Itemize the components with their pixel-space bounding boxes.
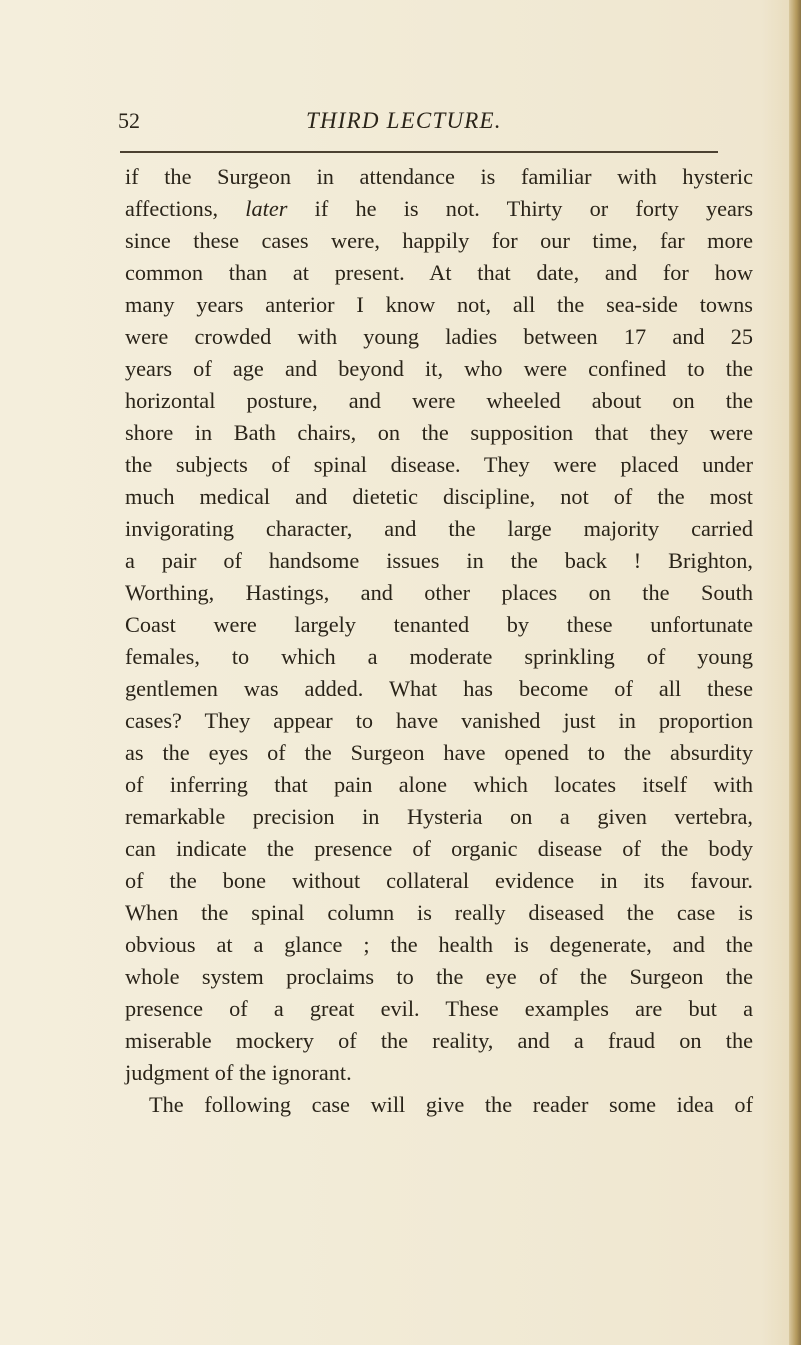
text-line: gentlemen was added. What has become of all these <box>125 676 753 701</box>
text-line: invigorating character, and the large majority carried <box>125 516 753 541</box>
header-rule <box>120 151 718 153</box>
text-line: many years anterior I know not, all the sea-side towns <box>125 292 753 317</box>
text-line: of the bone without collateral evidence in its favour. <box>125 868 753 893</box>
italic-emphasis: later <box>245 196 288 221</box>
text-line: judgment of the ignorant. <box>125 1060 352 1085</box>
text-line: When the spinal column is really diseased the case is <box>125 900 753 925</box>
text-line: cases? They appear to have vanished just in proportion <box>125 708 753 733</box>
text-line: common than at present. At that date, and for how <box>125 260 753 285</box>
text-line: horizontal posture, and were wheeled about on the <box>125 388 753 413</box>
text-line: as the eyes of the Surgeon have opened to the absurdity <box>125 740 753 765</box>
text-line: since these cases were, happily for our time, far more <box>125 228 753 253</box>
text-line: were crowded with young ladies between 17 and 25 <box>125 324 753 349</box>
text-line: Worthing, Hastings, and other places on the South <box>125 580 753 605</box>
text-line: the subjects of spinal disease. They were placed under <box>125 452 753 477</box>
text-line: years of age and beyond it, who were confined to the <box>125 356 753 381</box>
text-line: Coast were largely tenanted by these unfortunate <box>125 612 753 637</box>
text-line: a pair of handsome issues in the back ! Brighton, <box>125 548 753 573</box>
text-line: can indicate the presence of organic disease of the body <box>125 836 753 861</box>
text-line: The following case will give the reader some idea of <box>149 1092 753 1117</box>
text-line: obvious at a glance ; the health is degenerate, and the <box>125 932 753 957</box>
page-number: 52 <box>118 108 140 133</box>
page-edge <box>789 0 801 1345</box>
text-line: if the Surgeon in attendance is familiar with hysteric <box>125 164 753 189</box>
text-line: miserable mockery of the reality, and a fraud on the <box>125 1028 753 1053</box>
page-header <box>118 108 718 144</box>
text-line: females, to which a moderate sprinkling of young <box>125 644 753 669</box>
text-line: affections, later if he is not. Thirty or forty years <box>125 196 754 221</box>
text-line: of inferring that pain alone which locates itself with <box>125 772 753 797</box>
text-line: remarkable precision in Hysteria on a given vertebra, <box>125 804 753 829</box>
running-head: THIRD LECTURE. <box>306 108 502 133</box>
text-line: whole system proclaims to the eye of the Surgeon the <box>125 964 753 989</box>
body-text <box>125 161 753 1121</box>
text-line: much medical and dietetic discipline, not of the most <box>125 484 753 509</box>
text-line: shore in Bath chairs, on the supposition that they were <box>125 420 753 445</box>
text-line: presence of a great evil. These examples are but a <box>125 996 753 1021</box>
